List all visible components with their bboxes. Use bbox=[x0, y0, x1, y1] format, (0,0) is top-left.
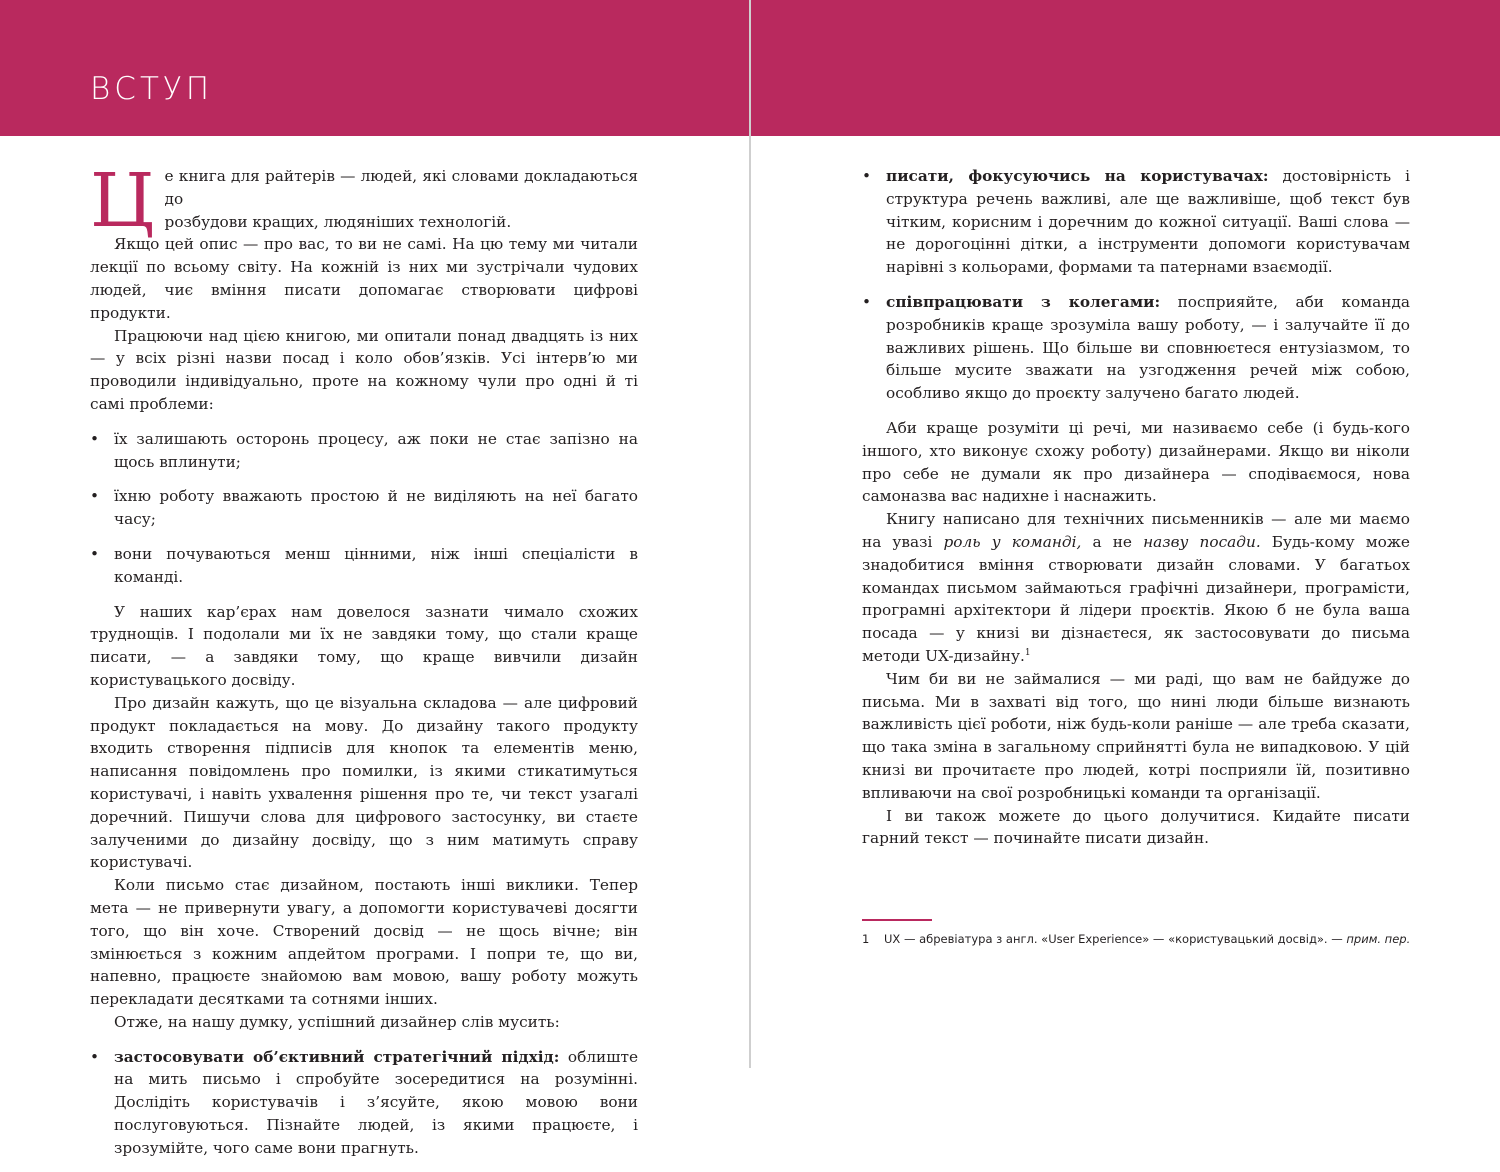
list-item: • застосовувати об’єктивний стратегічний підхід: облиште на мить письмо і спробуйте зосередитися на розумінні. Дослідіть користувачів і з’ясуйте, якою мовою вони послуговуються. Пізнайте людей, із якими працюєте, і зрозумійте, чого саме вони прагнуть. bbox=[90, 1047, 638, 1157]
skills-list-right bbox=[862, 165, 1410, 405]
intro-line-1: е книга для райтерів — людей, які словами докладаються до bbox=[164, 167, 638, 208]
bullet-icon: • bbox=[862, 292, 872, 311]
list-item: • писати, фокусуючись на користувачах: достовірність і структура речень важливі, але ще важливіше, щоб текст був чітким, корисним і доречним до кожної ситуації. Ваші слова — не дорогоцінні дітки, а інструменти допомоги користувачам нарівні з кольорами, формами та патернами взаємодії. bbox=[862, 167, 1410, 277]
paragraph-2: Працюючи над цією книгою, ми опитали понад двадцять із них — у всіх різні назви посад і коло обов’язків. Усі інтерв’ю ми проводили індивідуально, проте на кожному чули про одні й ті самі проблеми: bbox=[90, 326, 638, 413]
bullet-icon: • bbox=[90, 1047, 100, 1066]
chapter-title: ВСТУП bbox=[90, 71, 214, 107]
paragraph-8: Книгу написано для технічних письменників — але ми маємо на увазі роль у команді, а не назву посади. Будь-кому може знадобитися вміння створювати дизайн словами. У багатьох командах письмом займаються графічні дизайнери, програмісти, програмні архітектори й лідери проєктів. Якою б не була ваша посада — у книзі ви дізнаєтеся, як застосовувати до письма методи UX-дизайну.$^1$ bbox=[862, 510, 1410, 665]
paragraph-4: Про дизайн кажуть, що це візуальна складова — але цифровий продукт покладається на мову. До дизайну такого продукту входить створення підписів для кнопок та елементів меню, написання повідомлень про помилки, із якими стикатимуться користувачі, і навіть ухвалення рішення про те, чи текст узагалі доречний. Пишучи слова для цифрового застосунку, ви стаєте залученими до дизайну досвіду, що з ним матимуть справу користувачі. bbox=[90, 693, 638, 872]
paragraph-3: У наших кар’єрах нам довелося зазнати чимало схожих труднощів. І подолали ми їх не завдяки тому, що стали краще писати, — а завдяки тому, що краще вивчили дизайн користувацького досвіду. bbox=[90, 602, 638, 689]
paragraph-9: Чим би ви не займалися — ми раді, що вам не байдуже до письма. Ми в захваті від того, що нині люди більше визнають важливість цієї роботи, ніж будь-коли раніше — але треба сказати, що така зміна в загальному сприйнятті була не випадковою. У цій книзі ви прочитаєте про людей, котрі посприяли їй, позитивно впливаючи на свої розробницькі команди та організації. bbox=[862, 669, 1410, 802]
opening-paragraph bbox=[90, 158, 638, 325]
list-item: • їхню роботу вважають простою й не виділяють на неї багато часу; bbox=[90, 487, 638, 529]
bullet-icon: • bbox=[90, 544, 100, 563]
bullet-icon: • bbox=[862, 167, 872, 185]
footnote-italic: прим. пер. bbox=[1346, 932, 1411, 946]
problems-list bbox=[90, 428, 638, 589]
right-column bbox=[862, 165, 1410, 850]
header-band-right bbox=[751, 0, 1500, 136]
paragraph-6: Отже, на нашу думку, успішний дизайнер слів мусить: bbox=[114, 1012, 560, 1031]
footnote-text: UX — абревіатура з англ. «User Experience» — «користувацький досвід». — bbox=[884, 932, 1347, 946]
footnote bbox=[862, 931, 1422, 947]
skills-list-left bbox=[90, 1046, 638, 1160]
list-item: • їх залишають осторонь процесу, аж поки не стає запізно на щось вплинути; bbox=[90, 429, 638, 471]
footnote-reference[interactable]: 1 bbox=[1024, 647, 1031, 658]
list-item-term: застосовувати об’єктивний стратегічний підхід: bbox=[114, 1047, 560, 1066]
bullet-icon: • bbox=[90, 429, 100, 448]
paragraph-1: Якщо цей опис — про вас, то ви не самі. На цю тему ми читали лекції по всьому світу. На кожній із них ми зустрічали чудових людей, чиє вміння писати допомагає створювати цифрові продукти. bbox=[90, 235, 638, 322]
page-fold bbox=[749, 0, 751, 1068]
paragraph-7: Аби краще розуміти ці речі, ми називаємо себе (і будь-кого іншого, хто виконує схожу роботу) дизайнерами. Якщо ви ніколи про себе не думали як про дизайнера — сподіваємося, нова самоназва вас надихне і наснажить. bbox=[862, 418, 1410, 506]
list-item: • співпрацювати з колегами: посприяйте, аби команда розробників краще зрозуміла вашу роботу, — і залучайте її до важливих рішень. Що більше ви сповнюєтеся ентузіазмом, то більше мусите зважати на узгодження речей між собою, особливо якщо до проєкту залучено багато людей. bbox=[862, 292, 1410, 403]
footnote-rule bbox=[862, 919, 932, 921]
intro-line-2: розбудови кращих, людяніших технологій. bbox=[164, 212, 512, 231]
list-item-term: писати, фокусуючись на користувачах: bbox=[886, 167, 1269, 185]
footnote-number: 1 bbox=[862, 932, 870, 946]
header-band-left bbox=[0, 0, 749, 136]
paragraph-10: І ви також можете до цього долучитися. Кидайте писати гарний текст — починайте писати дизайн. bbox=[862, 806, 1410, 848]
list-item: • вони почуваються менш цінними, ніж інші спеціалісти в команді. bbox=[90, 544, 638, 586]
left-column bbox=[90, 158, 638, 1172]
list-item-term: співпрацювати з колегами: bbox=[886, 292, 1161, 311]
paragraph-5: Коли письмо стає дизайном, постають інші виклики. Тепер мета — не привернути увагу, а допомогти користувачеві досягти того, що він хоче. Створений досвід — не щось вічне; він змінюється з кожним апдейтом програми. І попри те, що ви, напевно, працюєте знайомою вам мовою, вашу роботу можуть перекладати десятками та сотнями інших. bbox=[90, 876, 638, 1009]
drop-cap: Ц bbox=[90, 158, 155, 244]
bullet-icon: • bbox=[90, 487, 100, 506]
